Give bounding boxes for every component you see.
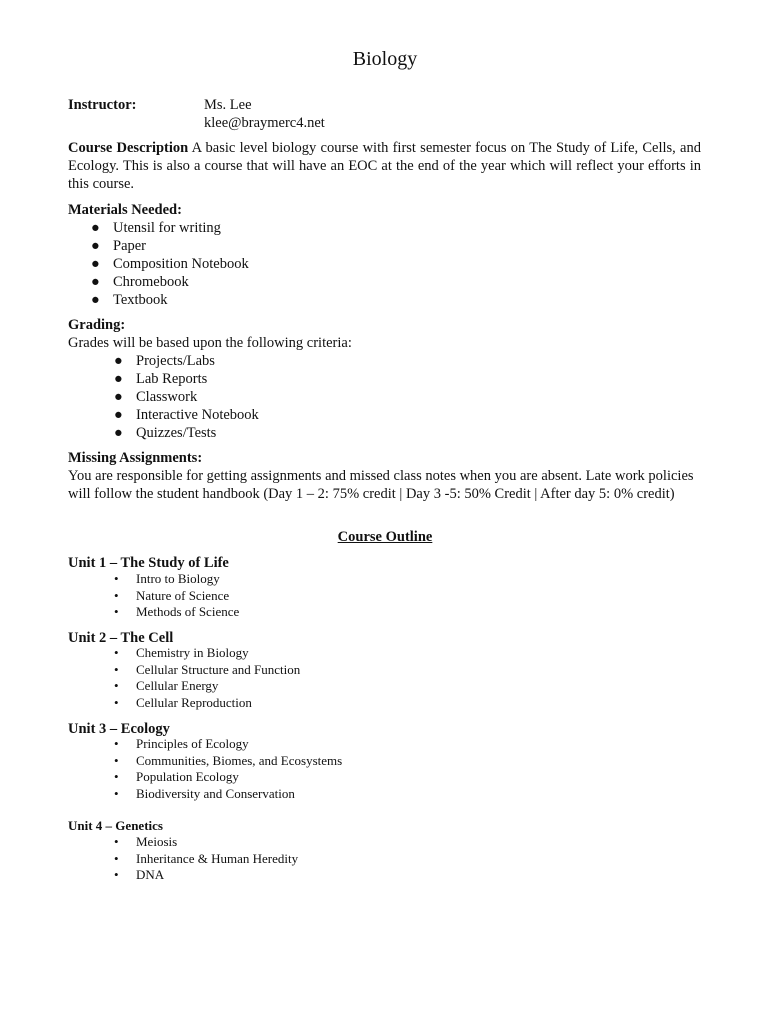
bullet-icon: ● [114,425,123,441]
course-description-label: Course Description [68,140,189,156]
unit-4-list [114,834,299,884]
bullet-icon: • [114,834,119,849]
list-item: ● Interactive Notebook [114,407,259,423]
course-outline-heading: Course Outline [337,529,433,545]
materials-list [91,219,249,309]
list-item: • Meiosis [114,834,178,849]
missing-text: You are responsible for getting assignments and missed class notes when you are absent. Late work policies will follow the student handbook (Day 1 – 2: 75% credit | Day 3 -5: 50% Credit | After day 5: 0% credit) [68,468,694,502]
list-item: • Intro to Biology [114,571,220,586]
bullet-icon: • [114,645,119,660]
list-item: ● Textbook [91,292,168,308]
instructor-email: klee@braymerc4.net [204,115,325,131]
bullet-icon: ● [91,292,100,308]
instructor-label: Instructor: [68,97,137,113]
course-description [68,139,701,193]
list-item: ● Paper [91,238,147,254]
page-title: Biology [352,48,418,70]
bullet-icon: ● [114,407,123,423]
list-item: ● Utensil for writing [91,220,221,236]
course-description-text: A basic level biology course with first semester focus on The Study of Life, Cells, and Ecology. This is also a course that will have an EOC at the end of the year which will reflect your efforts in this course. [68,140,701,192]
bullet-icon: • [114,604,119,620]
bullet-icon: ● [114,389,123,405]
list-item: • DNA [114,867,165,883]
list-item: • Population Ecology [114,769,239,785]
grading-list [114,352,259,442]
list-item: ● Lab Reports [114,371,208,387]
unit-3-title: Unit 3 – Ecology [68,721,170,737]
unit-1-list [114,571,240,621]
bullet-icon: • [114,571,119,586]
bullet-icon: • [114,785,119,801]
list-item: • Communities, Biomes, and Ecosystems [114,752,343,768]
list-item: • Methods of Science [114,604,240,620]
bullet-icon: ● [91,238,100,254]
bullet-icon: • [114,678,119,694]
bullet-icon: • [114,850,119,866]
list-item: ● Classwork [114,389,198,405]
bullet-icon: • [114,867,119,883]
list-item: • Cellular Structure and Function [114,661,301,677]
bullet-icon: ● [91,220,100,236]
bullet-icon: • [114,694,119,710]
materials-heading: Materials Needed: [68,202,182,218]
list-item: • Cellular Energy [114,678,219,694]
instructor-name: Ms. Lee [204,97,252,113]
missing-heading: Missing Assignments: [68,450,203,466]
unit-2-list [114,645,301,711]
list-item: • Biodiversity and Conservation [114,785,295,801]
grading-intro: Grades will be based upon the following criteria: [68,335,352,351]
list-item: • Inheritance & Human Heredity [114,850,299,866]
bullet-icon: • [114,769,119,785]
bullet-icon: ● [91,274,100,290]
list-item: ● Projects/Labs [114,353,215,369]
list-item: • Nature of Science [114,587,230,603]
list-item: • Principles of Ecology [114,736,249,751]
bullet-icon: ● [114,371,123,387]
unit-2-title: Unit 2 – The Cell [68,630,174,646]
bullet-icon: • [114,736,119,751]
bullet-icon: • [114,587,119,603]
list-item: • Cellular Reproduction [114,694,252,710]
unit-4-title: Unit 4 – Genetics [68,818,163,833]
grading-heading: Grading: [68,317,126,333]
bullet-icon: ● [114,353,123,369]
list-item: ● Composition Notebook [91,256,249,272]
unit-1-title: Unit 1 – The Study of Life [68,555,229,571]
list-item: • Chemistry in Biology [114,645,249,660]
list-item: ● Quizzes/Tests [114,425,217,441]
bullet-icon: • [114,752,119,768]
bullet-icon: • [114,661,119,677]
bullet-icon: ● [91,256,100,272]
unit-3-list [114,736,343,802]
list-item: ● Chromebook [91,274,189,290]
